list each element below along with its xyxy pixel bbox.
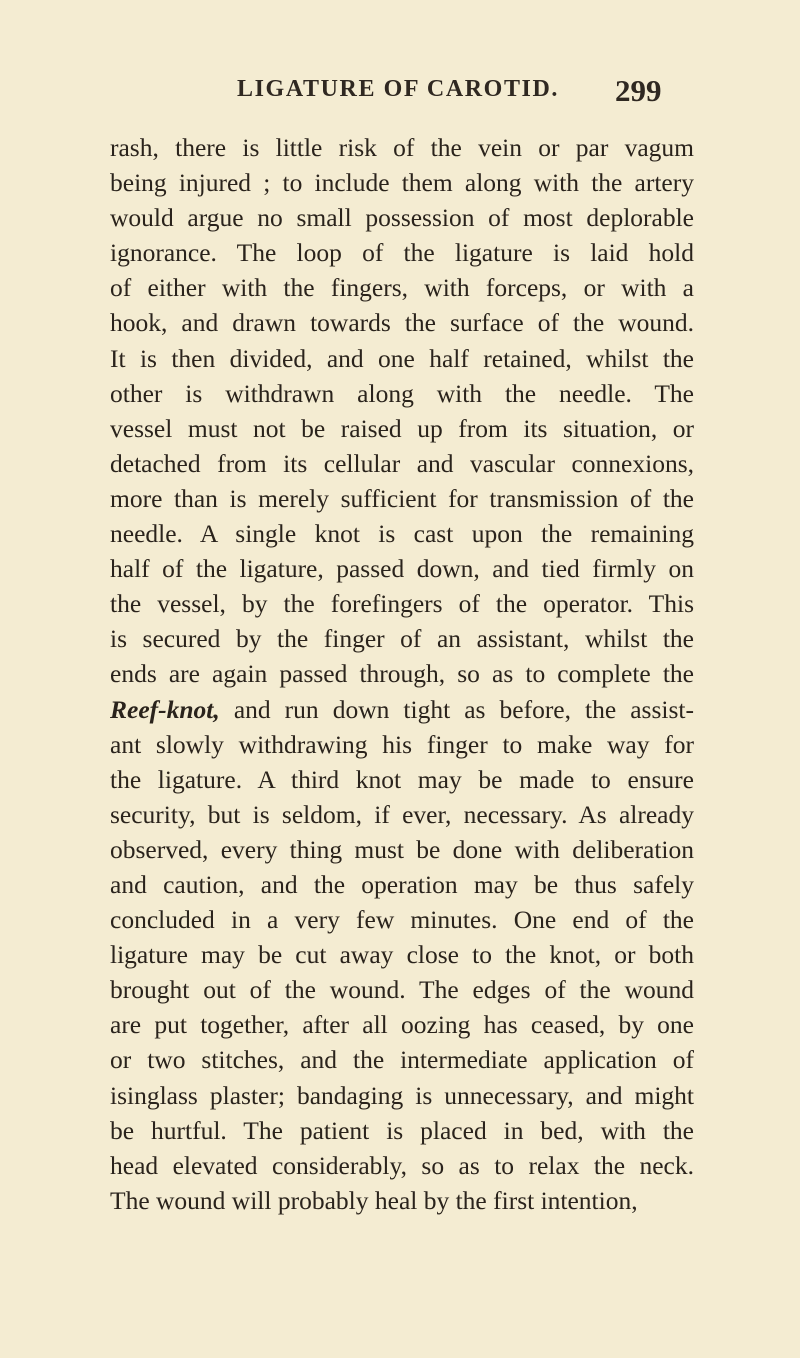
text-line: hook, and drawn towards the surface of the wound. (110, 308, 694, 338)
text-line: more than is merely sufficient for transmission of the (110, 483, 694, 513)
text-line: the ligature. A third knot may be made to ensure (110, 764, 694, 794)
text-line: and caution, and the operation may be thus safely (110, 869, 694, 899)
text-line: vessel must not be raised up from its situation, or (110, 413, 694, 443)
text-line: being injured ; to include them along with the artery (110, 168, 694, 198)
text-line: head elevated considerably, so as to relax the neck. (110, 1150, 694, 1180)
text-line: The wound will probably heal by the first intention, (110, 1185, 638, 1215)
text-line: isinglass plaster; bandaging is unnecessary, and might (110, 1080, 694, 1110)
text-line: security, but is seldom, if ever, necessary. As already (110, 799, 694, 829)
reef-knot-term: Reef-knot, (110, 694, 220, 724)
text-line: detached from its cellular and vascular connexions, (110, 448, 694, 478)
text-line: rash, there is little risk of the vein or par vagum (110, 133, 694, 162)
text-line: ends are again passed through, so as to complete the (110, 659, 694, 689)
text-line: is secured by the finger of an assistant, whilst the (110, 624, 694, 654)
text-line: would argue no small possession of most deplorable (110, 203, 694, 233)
running-title: LIGATURE OF CAROTID. (237, 76, 560, 102)
text-line: or two stitches, and the intermediate application of (110, 1045, 694, 1075)
text-line: It is then divided, and one half retained, whilst the (110, 343, 694, 373)
text-line: needle. A single knot is cast upon the remaining (110, 519, 694, 549)
text-line-rest: and run down tight as before, the assist- (219, 694, 694, 724)
page-number: 299 (615, 73, 662, 108)
text-line: other is withdrawn along with the needle. The (110, 378, 694, 408)
text-line: concluded in a very few minutes. One end of the (110, 905, 694, 935)
running-head (0, 74, 800, 114)
text-line: be hurtful. The patient is placed in bed, with the (110, 1115, 694, 1145)
body-paragraph (110, 130, 694, 1218)
text-line: ligature may be cut away close to the knot, or both (110, 940, 694, 970)
text-line-with-term (110, 692, 694, 727)
text-line: of either with the fingers, with forceps, or with a (110, 273, 694, 303)
text-line: half of the ligature, passed down, and tied firmly on (110, 554, 694, 584)
text-line: the vessel, by the forefingers of the operator. This (110, 589, 694, 619)
text-line: ant slowly withdrawing his finger to make way for (110, 729, 694, 759)
text-line: observed, every thing must be done with deliberation (110, 834, 694, 864)
text-line: ignorance. The loop of the ligature is laid hold (110, 238, 694, 268)
text-line: brought out of the wound. The edges of the wound (110, 975, 694, 1005)
text-line: are put together, after all oozing has ceased, by one (110, 1010, 694, 1040)
